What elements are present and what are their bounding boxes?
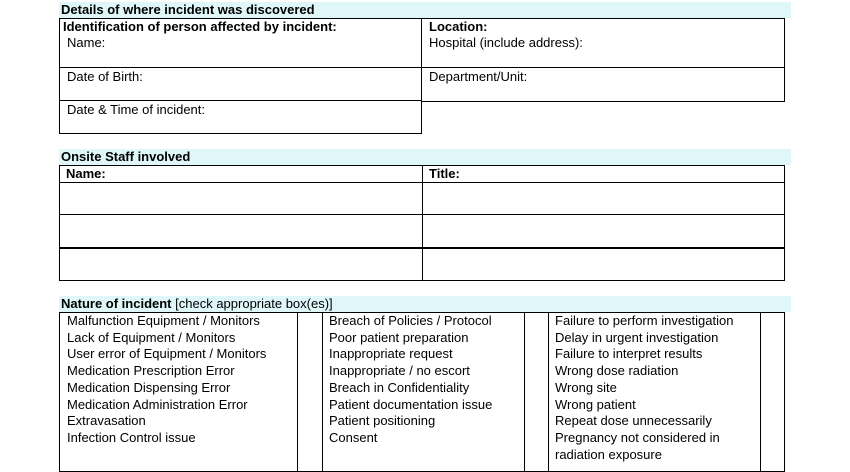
list-item: Medication Administration Error	[67, 396, 248, 412]
checkbox-column-divider	[760, 312, 761, 472]
section-title-nature	[59, 296, 791, 312]
list-item: Inappropriate / no escort	[329, 363, 470, 379]
list-item: Extravasation	[67, 413, 146, 429]
section-title-text: Nature of incident	[61, 296, 172, 311]
nature-list-2	[329, 313, 492, 447]
list-item: Medication Prescription Error	[67, 363, 235, 379]
nature-list-1	[67, 313, 266, 447]
section-title-text: Onsite Staff involved	[61, 149, 191, 164]
list-item: Wrong site	[555, 379, 617, 395]
divider	[59, 247, 785, 249]
list-item: User error of Equipment / Monitors	[67, 346, 267, 362]
column-divider	[322, 312, 323, 472]
list-item: Wrong patient	[555, 396, 636, 412]
section-title-discovered	[59, 2, 791, 18]
list-item: Patient positioning	[329, 413, 436, 429]
divider	[59, 182, 785, 183]
list-item: Patient documentation issue	[329, 396, 493, 412]
list-item: Failure to interpret results	[555, 346, 703, 362]
column-divider	[548, 312, 549, 472]
identification-heading: Identification of person affected by incident:	[63, 19, 337, 34]
location-heading: Location:	[429, 19, 488, 34]
section-title-text: Details of where incident was discovered	[61, 2, 315, 17]
datetime-label: Date & Time of incident:	[67, 102, 206, 117]
list-item: Lack of Equipment / Monitors	[67, 329, 236, 345]
section-title-staff	[59, 149, 791, 165]
checkbox-column-divider	[297, 312, 298, 472]
department-label: Department/Unit:	[429, 69, 528, 84]
hospital-label: Hospital (include address):	[429, 35, 583, 50]
list-item: Poor patient preparation	[329, 329, 469, 345]
staff-title-header: Title:	[429, 166, 460, 181]
name-label: Name:	[67, 35, 106, 50]
list-item: Infection Control issue	[67, 429, 196, 445]
list-item: Consent	[329, 429, 378, 445]
list-item: Delay in urgent investigation	[555, 329, 719, 345]
list-item: Malfunction Equipment / Monitors	[67, 313, 260, 328]
list-item: Repeat dose unnecessarily	[555, 413, 712, 429]
nature-list-3	[555, 313, 733, 463]
list-item: Medication Dispensing Error	[67, 379, 231, 395]
section-instruction: [check appropriate box(es)]	[175, 296, 333, 311]
list-item: radiation exposure	[555, 446, 662, 462]
divider	[59, 100, 422, 101]
list-item: Wrong dose radiation	[555, 363, 679, 379]
dob-label: Date of Birth:	[67, 69, 143, 84]
staff-name-header: Name:	[66, 166, 106, 181]
list-item: Inappropriate request	[329, 346, 453, 362]
divider	[59, 67, 422, 68]
list-item: Breach in Confidentiality	[329, 379, 470, 395]
divider	[421, 67, 785, 68]
divider	[59, 214, 785, 215]
list-item: Failure to perform investigation	[555, 313, 734, 328]
checkbox-column-divider	[524, 312, 525, 472]
list-item: Pregnancy not considered in	[555, 429, 720, 445]
list-item: Breach of Policies / Protocol	[329, 313, 492, 328]
